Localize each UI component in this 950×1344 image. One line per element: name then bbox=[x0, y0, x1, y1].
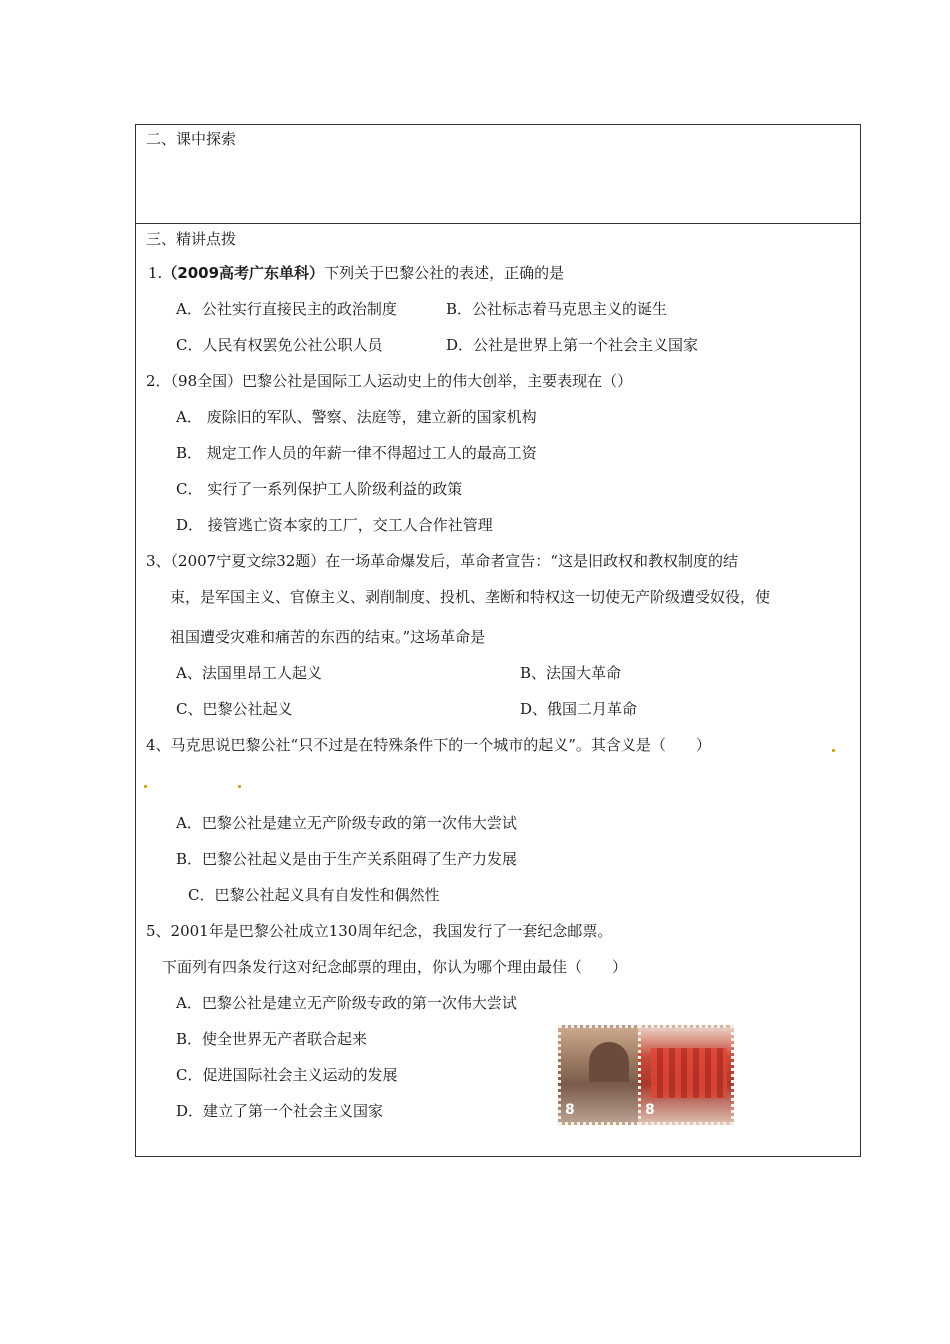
q1-option-c: C．人民有权罢免公社公职人员 bbox=[176, 336, 383, 354]
q5-option-a: A．巴黎公社是建立无产阶级专政的第一次伟大尝试 bbox=[176, 994, 517, 1012]
building-dome bbox=[589, 1042, 629, 1082]
q5-option-c: C．促进国际社会主义运动的发展 bbox=[176, 1066, 398, 1084]
q5-stem-line1: 5、2001年是巴黎公社成立130周年纪念，我国发行了一套纪念邮票。 bbox=[146, 922, 613, 940]
section-explore-title: 二、课中探索 bbox=[146, 130, 237, 148]
content-table bbox=[135, 124, 861, 1157]
q4-option-b: B．巴黎公社起义是由于生产关系阻碍了生产力发展 bbox=[176, 850, 518, 868]
q5-option-b: B．使全世界无产者联合起来 bbox=[176, 1030, 368, 1048]
q3-stem-line3: 祖国遭受灾难和痛苦的东西的结束。”这场革命是 bbox=[170, 628, 486, 646]
q5-option-d: D．建立了第一个社会主义国家 bbox=[176, 1102, 384, 1120]
q3-option-d: D、俄国二月革命 bbox=[520, 700, 638, 718]
q1-stem: 下列关于巴黎公社的表述，正确的是 bbox=[324, 264, 565, 282]
red-flags bbox=[651, 1048, 727, 1098]
q3-option-a: A、法国里昂工人起义 bbox=[176, 664, 322, 682]
q3-stem-line2: 束，是军国主义、官僚主义、剥削制度、投机、垄断和特权这一切使无产阶级遭受奴役，使 bbox=[170, 588, 771, 606]
table-divider bbox=[136, 223, 860, 224]
q1-number: 1. bbox=[148, 264, 163, 282]
q4-option-a: A．巴黎公社是建立无产阶级专政的第一次伟大尝试 bbox=[176, 814, 517, 832]
q4-option-c: C．巴黎公社起义具有自发性和偶然性 bbox=[188, 886, 440, 904]
q2-stem: 2．（98全国）巴黎公社是国际工人运动史上的伟大创举，主要表现在（） bbox=[146, 372, 633, 390]
q3-option-c: C、巴黎公社起义 bbox=[176, 700, 293, 718]
stamp-right bbox=[638, 1025, 734, 1125]
commemorative-stamps-image bbox=[558, 1025, 758, 1125]
q3-stem-line1: 3、（2007宁夏文综32题）在一场革命爆发后，革命者宣告：“这是旧政权和教权制度的结 bbox=[146, 552, 738, 570]
q1-option-a: A．公社实行直接民主的政治制度 bbox=[176, 300, 397, 318]
q3-option-b: B、法国大革命 bbox=[520, 664, 622, 682]
q2-option-c: C． 实行了一系列保护工人阶级利益的政策 bbox=[176, 480, 463, 498]
stray-mark bbox=[144, 785, 147, 788]
q5-stem-line2: 下面列有四条发行这对纪念邮票的理由，你认为哪个理由最佳（ ） bbox=[162, 958, 628, 976]
section-explain-title: 三、精讲点拨 bbox=[146, 230, 237, 248]
q2-option-b: B． 规定工作人员的年薪一律不得超过工人的最高工资 bbox=[176, 444, 537, 462]
stray-mark bbox=[832, 749, 835, 752]
stamp-left-denomination: 8 bbox=[565, 1102, 575, 1118]
q2-option-d: D． 接管逃亡资本家的工厂，交工人合作社管理 bbox=[176, 516, 493, 534]
q1-option-b: B．公社标志着马克思主义的诞生 bbox=[446, 300, 668, 318]
stray-mark bbox=[238, 785, 241, 788]
q4-stem: 4、马克思说巴黎公社“只不过是在特殊条件下的一个城市的起义”。其含义是（ ） bbox=[146, 736, 711, 754]
q1-source: （2009高考广东单科） bbox=[162, 264, 325, 282]
stamp-right-denomination: 8 bbox=[645, 1102, 655, 1118]
q1-line bbox=[148, 263, 564, 283]
q2-option-a: A． 废除旧的军队、警察、法庭等，建立新的国家机构 bbox=[176, 408, 537, 426]
q1-option-d: D．公社是世界上第一个社会主义国家 bbox=[446, 336, 699, 354]
